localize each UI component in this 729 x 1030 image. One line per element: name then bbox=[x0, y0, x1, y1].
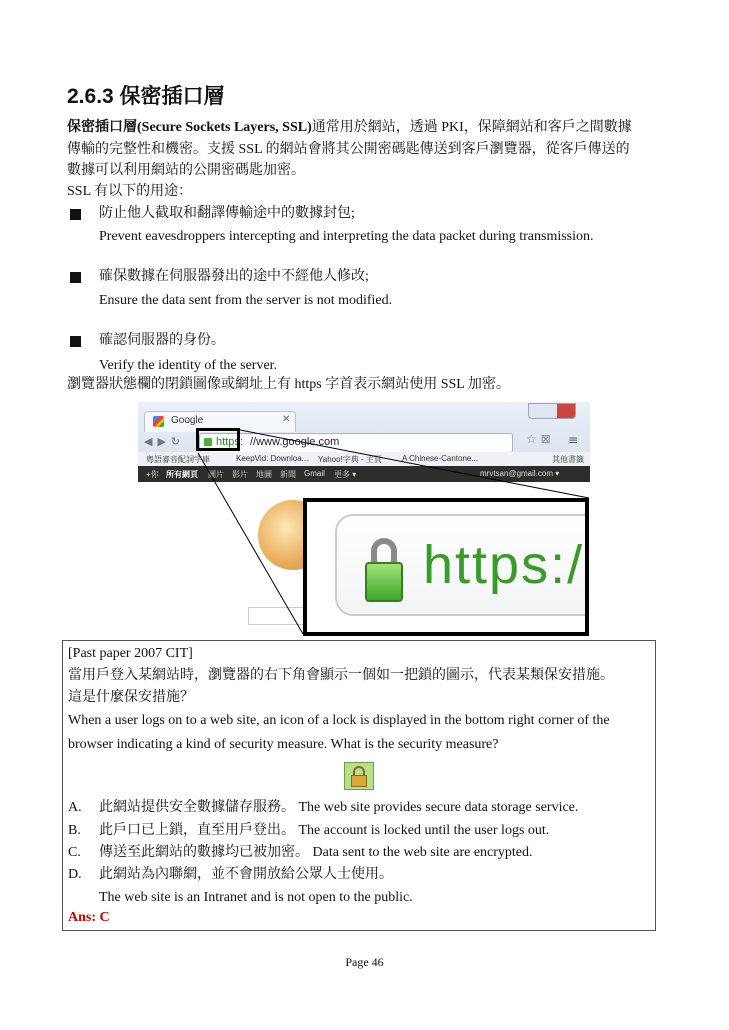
intro-line-1-rest: 通常用於網站，透過 PKI，保障網站和客戶之間數據 bbox=[311, 120, 632, 135]
google-bar-item: 新聞 bbox=[280, 470, 296, 479]
tab-close-icon: ✕ bbox=[282, 414, 291, 425]
bookmark-item: KeepVid: Downloa... bbox=[236, 454, 309, 463]
nav-arrows-icon: ◀▶↻ bbox=[144, 435, 186, 448]
intro-line-3: 數據可以利用網站的公開密碼匙加密。 bbox=[67, 163, 305, 178]
google-bar-item: 地圖 bbox=[256, 470, 272, 479]
menu-icon: ≡ bbox=[568, 433, 579, 447]
uses-heading: SSL 有以下的用途： bbox=[67, 184, 193, 199]
bookmark-item: A Chinese-Cantone... bbox=[402, 454, 479, 463]
option-b-letter: B. bbox=[68, 823, 81, 838]
option-d-en: The web site is an Intranet and is not open to the public. bbox=[99, 890, 413, 905]
bullet-3-zh: 確認伺服器的身份。 bbox=[99, 333, 225, 348]
bookmark-item: Yahoo!字典 - 主頁 bbox=[318, 455, 382, 464]
google-bar-item: Gmail bbox=[304, 469, 325, 478]
google-bar-item: 所有網頁 bbox=[166, 470, 198, 479]
google-bar-item: 影片 bbox=[232, 470, 248, 479]
question-zh-line-1: 當用戶登入某網站時，瀏覽器的右下角會顯示一個如一把鎖的圖示，代表某類保安措施。 bbox=[68, 668, 614, 683]
option-d-text: 此網站為內聯網，並不會開放給公眾人士使用。 bbox=[99, 867, 393, 882]
ssl-term-en: (Secure Sockets Layers, SSL) bbox=[137, 120, 312, 135]
google-bar-item: +你 bbox=[146, 470, 159, 479]
padlock-icon bbox=[344, 762, 374, 790]
question-zh-line-2: 這是什麼保安措施？ bbox=[68, 690, 194, 705]
ssl-term: 保密插口層 bbox=[67, 120, 137, 135]
option-c-text: 傳送至此網站的數據均已被加密。 Data sent to the web site are encrypted. bbox=[99, 845, 533, 860]
google-bar-item: 圖片 bbox=[208, 470, 224, 479]
lock-icon bbox=[365, 562, 403, 602]
bookmark-item: 其他書籤 bbox=[552, 455, 584, 464]
address-url: //www.google.com bbox=[250, 436, 340, 448]
intro-line-2: 傳輸的完整性和機密。支援 SSL 的網站會將其公開密碼匙傳送到客戶瀏覽器，從客戶傳送的 bbox=[67, 142, 630, 157]
zoomed-https-text: https:/ bbox=[423, 535, 585, 595]
callout-line-bottom bbox=[198, 453, 303, 634]
callout-line-top bbox=[240, 430, 589, 498]
page-number: Page 46 bbox=[345, 955, 384, 969]
question-en-line-2: browser indicating a kind of security measure. What is the security measure? bbox=[68, 737, 499, 752]
question-en-line-1: When a user logs on to a web site, an icon of a lock is displayed in the bottom right corner of the bbox=[68, 713, 610, 728]
answer: Ans: C bbox=[68, 910, 110, 925]
tab-title: Google bbox=[171, 415, 204, 426]
google-bar-item: 更多 ▾ bbox=[334, 470, 357, 479]
bullet-1-en: Prevent eavesdroppers intercepting and interpreting the data packet during transmission. bbox=[99, 229, 594, 244]
zoomed-omnibox bbox=[335, 514, 589, 616]
option-d-letter: D. bbox=[68, 867, 82, 882]
browser-note: 瀏覽器狀態欄的閉鎖圖像或網址上有 https 字首表示網站使用 SSL 加密。 bbox=[67, 377, 510, 392]
bullet-2-zh: 確保數據在伺服器發出的途中不經他人修改; bbox=[99, 269, 369, 284]
address-https: https: bbox=[216, 436, 243, 448]
padlock-body-icon bbox=[351, 775, 367, 787]
option-b-text: 此戶口已上鎖，直至用戶登出。 The account is locked until the user logs out. bbox=[99, 823, 550, 838]
google-account: mrvtsan@gmail.com ▾ bbox=[480, 469, 560, 478]
zoomed-address-bar bbox=[303, 498, 589, 636]
bullet-2-en: Ensure the data sent from the server is not modified. bbox=[99, 293, 393, 308]
option-c-letter: C. bbox=[68, 845, 81, 860]
option-a-letter: A. bbox=[68, 800, 82, 815]
section-title: 2.6.3 保密插口層 bbox=[67, 85, 225, 108]
question-source: [Past paper 2007 CIT] bbox=[68, 646, 193, 661]
option-a-text: 此網站提供安全數據儲存服務。 The web site provides secure data storage service. bbox=[99, 800, 579, 815]
bullet-1-zh: 防止他人截取和翻譯傳輸途中的數據封包; bbox=[99, 206, 355, 221]
bullet-3-en: Verify the identity of the server. bbox=[99, 358, 278, 373]
bookmark-star-icon: ☆ ⊠ bbox=[526, 432, 551, 446]
bookmark-item: 粵語審音配詞字庫 bbox=[146, 455, 210, 464]
